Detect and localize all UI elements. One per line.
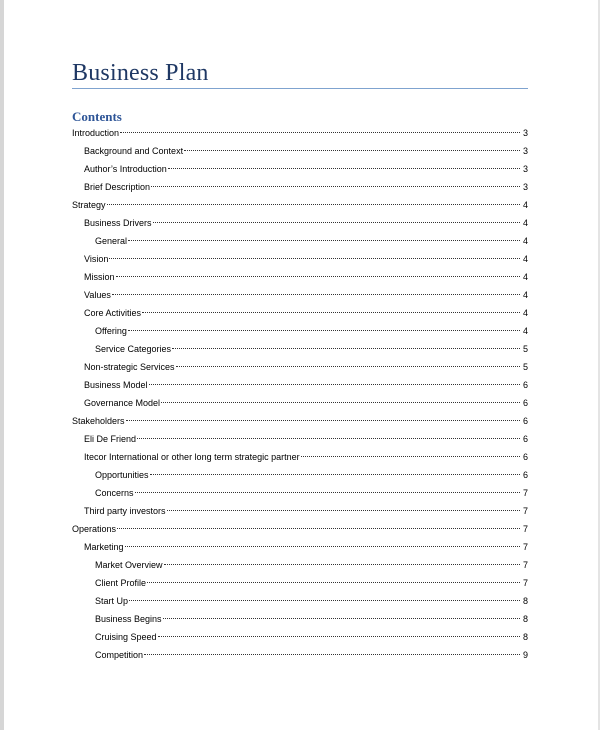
toc-entry-label[interactable]: Itecor International or other long term strategic partner	[84, 452, 300, 462]
toc-entry-page-number[interactable]: 8	[522, 596, 528, 606]
toc-entry[interactable]	[72, 412, 528, 430]
table-of-contents	[72, 124, 528, 664]
toc-entry-label[interactable]: Brief Description	[84, 182, 151, 192]
toc-entry-page-number[interactable]: 9	[522, 650, 528, 660]
toc-entry[interactable]	[72, 358, 528, 376]
toc-entry[interactable]	[72, 502, 528, 520]
toc-entry-page-number[interactable]: 4	[522, 290, 528, 300]
toc-entry[interactable]	[72, 286, 528, 304]
toc-dot-leader	[128, 240, 520, 241]
toc-entry-page-number[interactable]: 8	[522, 632, 528, 642]
toc-entry[interactable]	[72, 124, 528, 142]
toc-dot-leader	[142, 312, 520, 313]
toc-entry-page-number[interactable]: 7	[522, 542, 528, 552]
toc-entry-page-number[interactable]: 4	[522, 254, 528, 264]
toc-entry-label[interactable]: Marketing	[84, 542, 124, 552]
toc-entry[interactable]	[72, 250, 528, 268]
toc-entry-label[interactable]: Values	[84, 290, 111, 300]
toc-entry-label[interactable]: Third party investors	[84, 506, 166, 516]
toc-entry-page-number[interactable]: 4	[522, 326, 528, 336]
toc-dot-leader	[153, 222, 520, 223]
toc-entry-label[interactable]: Service Categories	[95, 344, 172, 354]
toc-entry[interactable]	[72, 448, 528, 466]
toc-entry-page-number[interactable]: 6	[522, 416, 528, 426]
title-underline	[72, 88, 528, 89]
toc-entry[interactable]	[72, 376, 528, 394]
toc-entry[interactable]	[72, 304, 528, 322]
toc-entry[interactable]	[72, 556, 528, 574]
toc-entry-label[interactable]: Offering	[95, 326, 127, 336]
toc-entry-page-number[interactable]: 8	[522, 614, 528, 624]
toc-entry-page-number[interactable]: 7	[522, 578, 528, 588]
toc-entry[interactable]	[72, 394, 528, 412]
toc-entry[interactable]	[72, 646, 528, 664]
toc-entry-label[interactable]: General	[95, 236, 128, 246]
toc-dot-leader	[176, 366, 520, 367]
toc-entry-label[interactable]: Strategy	[72, 200, 106, 210]
toc-entry[interactable]	[72, 214, 528, 232]
toc-dot-leader	[129, 600, 520, 601]
toc-entry-page-number[interactable]: 6	[522, 380, 528, 390]
toc-entry-label[interactable]: Opportunities	[95, 470, 149, 480]
toc-entry-label[interactable]: Introduction	[72, 128, 120, 138]
toc-entry[interactable]	[72, 484, 528, 502]
toc-entry-page-number[interactable]: 3	[522, 128, 528, 138]
toc-entry-page-number[interactable]: 3	[522, 182, 528, 192]
toc-dot-leader	[158, 636, 520, 637]
toc-entry-label[interactable]: Business Begins	[95, 614, 162, 624]
toc-entry-page-number[interactable]: 5	[522, 362, 528, 372]
toc-entry[interactable]	[72, 268, 528, 286]
toc-dot-leader	[147, 582, 520, 583]
toc-dot-leader	[116, 276, 520, 277]
toc-entry[interactable]	[72, 538, 528, 556]
toc-entry-label[interactable]: Business Drivers	[84, 218, 152, 228]
page-left-edge	[0, 0, 4, 730]
toc-entry[interactable]	[72, 232, 528, 250]
contents-heading: Contents	[72, 109, 122, 124]
toc-entry-label[interactable]: Cruising Speed	[95, 632, 157, 642]
toc-dot-leader	[161, 402, 520, 403]
toc-dot-leader	[150, 474, 520, 475]
toc-entry-label[interactable]: Concerns	[95, 488, 134, 498]
toc-entry-page-number[interactable]: 4	[522, 218, 528, 228]
toc-entry-label[interactable]: Start Up	[95, 596, 129, 606]
toc-dot-leader	[163, 618, 520, 619]
toc-entry-label[interactable]: Non-strategic Services	[84, 362, 175, 372]
toc-entry-label[interactable]: Eli De Friend	[84, 434, 137, 444]
toc-entry-label[interactable]: Governance Model	[84, 398, 161, 408]
toc-dot-leader	[126, 420, 520, 421]
toc-dot-leader	[120, 132, 520, 133]
toc-entry[interactable]	[72, 628, 528, 646]
toc-entry-label[interactable]: Market Overview	[95, 560, 163, 570]
toc-entry-label[interactable]: Operations	[72, 524, 117, 534]
toc-dot-leader	[149, 384, 520, 385]
toc-entry-page-number[interactable]: 6	[522, 434, 528, 444]
toc-entry[interactable]	[72, 322, 528, 340]
toc-entry-label[interactable]: Author’s Introduction	[84, 164, 167, 174]
toc-entry[interactable]	[72, 610, 528, 628]
toc-entry-label[interactable]: Background and Context	[84, 146, 184, 156]
document-title: Business Plan	[72, 60, 209, 86]
toc-entry[interactable]	[72, 196, 528, 214]
toc-entry-page-number[interactable]: 6	[522, 398, 528, 408]
toc-dot-leader	[164, 564, 520, 565]
toc-dot-leader	[151, 186, 520, 187]
toc-dot-leader	[112, 294, 520, 295]
toc-entry-label[interactable]: Competition	[95, 650, 144, 660]
toc-entry-page-number[interactable]: 6	[522, 452, 528, 462]
toc-entry-page-number[interactable]: 3	[522, 164, 528, 174]
toc-entry-page-number[interactable]: 4	[522, 308, 528, 318]
toc-entry[interactable]	[72, 142, 528, 160]
toc-dot-leader	[167, 510, 520, 511]
toc-dot-leader	[135, 492, 520, 493]
toc-entry-page-number[interactable]: 4	[522, 236, 528, 246]
toc-entry-label[interactable]: Vision	[84, 254, 109, 264]
toc-dot-leader	[144, 654, 520, 655]
toc-entry-page-number[interactable]: 3	[522, 146, 528, 156]
toc-entry[interactable]	[72, 340, 528, 358]
toc-entry[interactable]	[72, 178, 528, 196]
toc-dot-leader	[117, 528, 520, 529]
toc-entry-label[interactable]: Core Activities	[84, 308, 142, 318]
toc-entry-label[interactable]: Business Model	[84, 380, 148, 390]
toc-dot-leader	[172, 348, 520, 349]
toc-dot-leader	[168, 168, 520, 169]
toc-entry-page-number[interactable]: 5	[522, 344, 528, 354]
toc-entry-page-number[interactable]: 7	[522, 560, 528, 570]
toc-dot-leader	[184, 150, 520, 151]
toc-dot-leader	[107, 204, 520, 205]
toc-entry-page-number[interactable]: 6	[522, 470, 528, 480]
toc-dot-leader	[301, 456, 520, 457]
toc-entry-page-number[interactable]: 4	[522, 272, 528, 282]
toc-entry-page-number[interactable]: 7	[522, 488, 528, 498]
toc-entry-label[interactable]: Client Profile	[95, 578, 147, 588]
toc-entry[interactable]	[72, 592, 528, 610]
toc-dot-leader	[125, 546, 520, 547]
toc-entry-label[interactable]: Stakeholders	[72, 416, 125, 426]
toc-entry-page-number[interactable]: 4	[522, 200, 528, 210]
toc-entry[interactable]	[72, 430, 528, 448]
toc-entry[interactable]	[72, 520, 528, 538]
toc-entry[interactable]	[72, 466, 528, 484]
toc-dot-leader	[128, 330, 520, 331]
toc-entry[interactable]	[72, 574, 528, 592]
toc-entry-label[interactable]: Mission	[84, 272, 115, 282]
toc-dot-leader	[109, 258, 520, 259]
toc-entry[interactable]	[72, 160, 528, 178]
toc-dot-leader	[137, 438, 520, 439]
toc-entry-page-number[interactable]: 7	[522, 524, 528, 534]
toc-entry-page-number[interactable]: 7	[522, 506, 528, 516]
